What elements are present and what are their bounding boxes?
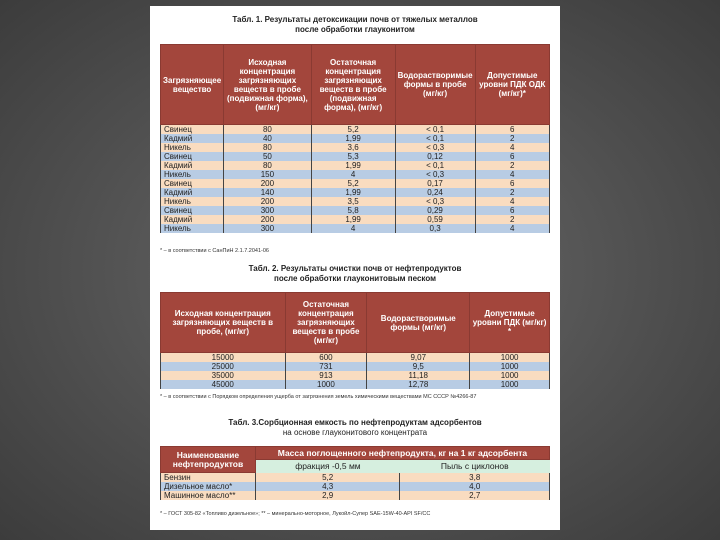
table-cell: 15000	[161, 353, 286, 363]
table3-footnote: * – ГОСТ 305-82 «Топливо дизельное»; ** – минерально-моторное, Лукойл-Супер SAE-15W-40-API SF/CC	[160, 511, 431, 517]
document-page	[150, 6, 560, 530]
table-cell: 35000	[161, 371, 286, 380]
table2-header-2: Водорастворимые формы (мг/кг)	[367, 293, 470, 353]
table-cell: 150	[224, 170, 311, 179]
table-cell: Кадмий	[161, 161, 224, 170]
table-cell: 6	[475, 152, 549, 161]
table2-header-3: Допустимые уровни ПДК (мг/кг) *	[470, 293, 550, 353]
table-cell: 300	[224, 224, 311, 233]
table3-subheader-fraction: фракция -0,5 мм	[255, 460, 400, 473]
table-cell: Свинец	[161, 125, 224, 135]
table-cell: 4,3	[255, 482, 400, 491]
table-row	[161, 482, 550, 491]
table-cell: Кадмий	[161, 134, 224, 143]
table-row	[161, 188, 550, 197]
table-cell: 4	[311, 170, 395, 179]
table-cell: 5,3	[311, 152, 395, 161]
table-cell: 4	[311, 224, 395, 233]
table-cell: 80	[224, 161, 311, 170]
table-cell: 0,3	[395, 224, 475, 233]
table-cell: 1000	[285, 380, 367, 389]
table-row	[161, 125, 550, 135]
table-cell: Никель	[161, 170, 224, 179]
table-cell: 1000	[470, 380, 550, 389]
table-cell: 45000	[161, 380, 286, 389]
table1-header-2: Остаточная концентрация загрязняющих веществ в пробе (подвижная форма), (мг/кг)	[311, 45, 395, 125]
table-row	[161, 134, 550, 143]
table-cell: 5,8	[311, 206, 395, 215]
table-row	[161, 197, 550, 206]
table1-footnote: * – в соответствии с СанПиН 2.1.7.2041-06	[160, 248, 269, 254]
table-cell: Свинец	[161, 152, 224, 161]
table-cell: 3,5	[311, 197, 395, 206]
table-cell: 300	[224, 206, 311, 215]
table-cell: 2,7	[400, 491, 550, 500]
table-row	[161, 353, 550, 363]
table2-header-1: Остаточная концентрация загрязняющих веществ в пробе (мг/кг)	[285, 293, 367, 353]
table-cell: Никель	[161, 143, 224, 152]
table-cell: 80	[224, 125, 311, 135]
table-cell: 4	[475, 197, 549, 206]
table-cell: 6	[475, 206, 549, 215]
table-cell: < 0,1	[395, 134, 475, 143]
table-row	[161, 152, 550, 161]
table-cell: 5,2	[311, 125, 395, 135]
table3-header-name: Наименование нефтепродуктов	[161, 447, 256, 473]
table1-header-4: Допустимые уровни ПДК ОДК (мг/кг)*	[475, 45, 549, 125]
table-cell: 6	[475, 125, 549, 135]
table-cell: Никель	[161, 224, 224, 233]
table-cell: 80	[224, 143, 311, 152]
table1-title-line2: после обработки глауконитом	[295, 25, 415, 34]
table-cell: 25000	[161, 362, 286, 371]
table2	[160, 292, 550, 389]
table-cell: 600	[285, 353, 367, 363]
table-cell: Машинное масло**	[161, 491, 256, 500]
table1-header-1: Исходная концентрация загрязняющих веществ в пробе (подвижная форма), (мг/кг)	[224, 45, 311, 125]
table-row	[161, 371, 550, 380]
table-cell: 3,8	[400, 473, 550, 483]
table3-title	[150, 418, 560, 438]
table-cell: 0,17	[395, 179, 475, 188]
table-row	[161, 143, 550, 152]
table-cell: 50	[224, 152, 311, 161]
table-cell: 913	[285, 371, 367, 380]
table-row	[161, 161, 550, 170]
table-cell: 1,99	[311, 134, 395, 143]
table-cell: 1,99	[311, 188, 395, 197]
table-cell: Дизельное масло*	[161, 482, 256, 491]
table-row	[161, 380, 550, 389]
table-cell: Бензин	[161, 473, 256, 483]
table-cell: 1000	[470, 353, 550, 363]
table-cell: 2,9	[255, 491, 400, 500]
table-row	[161, 170, 550, 179]
table2-footnote: * – в соответствии с Порядком определения ущерба от загрязнения земель химическими веществами МС СССР №4266-87	[160, 394, 477, 400]
table1-title	[150, 15, 560, 35]
table3-title-line2: на основе глауконитового концентрата	[282, 428, 428, 437]
table-cell: 4	[475, 170, 549, 179]
table-row	[161, 179, 550, 188]
table2-header-0: Исходная концентрация загрязняющих веществ в пробе, (мг/кг)	[161, 293, 286, 353]
table3-header-mass: Масса поглощенного нефтепродукта, кг на 1 кг адсорбента	[255, 447, 549, 460]
table-cell: 0,59	[395, 215, 475, 224]
table-cell: < 0,1	[395, 125, 475, 135]
table-cell: Свинец	[161, 179, 224, 188]
table-cell: 40	[224, 134, 311, 143]
table-cell: < 0,3	[395, 197, 475, 206]
table1-title-line1: Табл. 1. Результаты детоксикации почв от тяжелых металлов	[232, 15, 478, 24]
table-cell: 140	[224, 188, 311, 197]
table-cell: < 0,1	[395, 161, 475, 170]
table-cell: 2	[475, 161, 549, 170]
table-cell: 1,99	[311, 215, 395, 224]
table-cell: 0,12	[395, 152, 475, 161]
table-cell: 0,29	[395, 206, 475, 215]
table-cell: Кадмий	[161, 188, 224, 197]
table-cell: 4	[475, 143, 549, 152]
table3-subheader-dust: Пыль с циклонов	[400, 460, 550, 473]
table-row	[161, 362, 550, 371]
table-cell: 1000	[470, 362, 550, 371]
table-row	[161, 473, 550, 483]
table-cell: 1,99	[311, 161, 395, 170]
table-cell: Никель	[161, 197, 224, 206]
table-cell: 6	[475, 179, 549, 188]
table-cell: < 0,3	[395, 143, 475, 152]
table-row	[161, 206, 550, 215]
table-cell: Свинец	[161, 206, 224, 215]
table-cell: < 0,3	[395, 170, 475, 179]
table-cell: 5,2	[255, 473, 400, 483]
table-row	[161, 491, 550, 500]
table-cell: 12,78	[367, 380, 470, 389]
table-row	[161, 224, 550, 233]
table-cell: 3,6	[311, 143, 395, 152]
table2-title-line1: Табл. 2. Результаты очистки почв от нефтепродуктов	[248, 264, 462, 273]
table2-title-line2: после обработки глауконитовым песком	[273, 274, 437, 283]
table3-title-line1: Табл. 3.Сорбционная емкость по нефтепродуктам адсорбентов	[228, 418, 482, 427]
table-cell: 0,24	[395, 188, 475, 197]
table-cell: 200	[224, 215, 311, 224]
table1-header-3: Водорастворимые формы в пробе (мг/кг)	[395, 45, 475, 125]
table-cell: 9,07	[367, 353, 470, 363]
table1-header-0: Загрязняющее вещество	[161, 45, 224, 125]
table-cell: 4,0	[400, 482, 550, 491]
table3	[160, 446, 550, 500]
table-cell: 2	[475, 188, 549, 197]
table-cell: 9,5	[367, 362, 470, 371]
table-cell: 200	[224, 197, 311, 206]
table-cell: 200	[224, 179, 311, 188]
table-cell: 5,2	[311, 179, 395, 188]
table-cell: 2	[475, 134, 549, 143]
table-row	[161, 215, 550, 224]
table2-title	[150, 264, 560, 284]
table-cell: 2	[475, 215, 549, 224]
table-cell: Кадмий	[161, 215, 224, 224]
table1	[160, 44, 550, 233]
table-cell: 731	[285, 362, 367, 371]
table-cell: 4	[475, 224, 549, 233]
table-cell: 1000	[470, 371, 550, 380]
table-cell: 11,18	[367, 371, 470, 380]
